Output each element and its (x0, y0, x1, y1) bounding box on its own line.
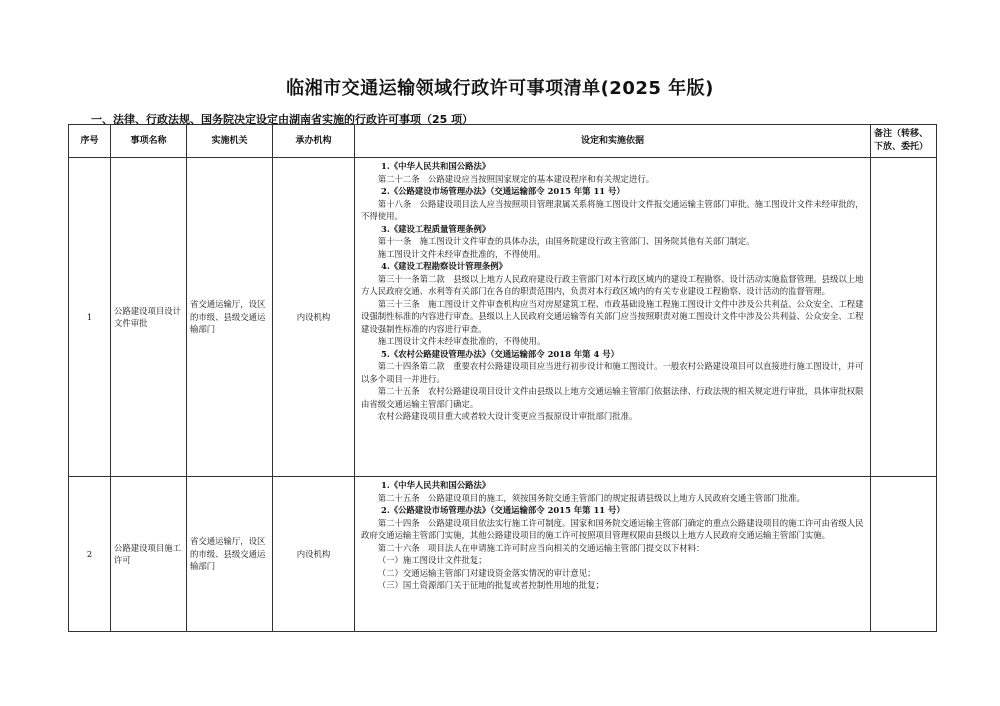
cell-name: 公路建设项目设计文件审批 (111, 158, 187, 477)
cell-remark (871, 158, 937, 477)
cell-agency: 内设机构 (273, 158, 355, 477)
cell-basis (355, 477, 871, 632)
basis-paragraph: （一）施工图设计文件批复； (377, 555, 487, 565)
header-authority: 实施机关 (187, 125, 273, 158)
basis-paragraph: （三）国土资源部门关于征地的批复或者控制性用地的批复； (377, 580, 604, 590)
header-agency: 承办机构 (273, 125, 355, 158)
basis-law-heading: 3.《建设工程质量管理条例》 (381, 223, 491, 234)
header-no: 序号 (69, 125, 111, 158)
document-title: 临湘市交通运输领域行政许可事项清单(2025 年版) (286, 78, 714, 99)
basis-paragraph: 第十一条 施工图设计文件审查的具体办法，由国务院建设行政主管部门、国务院其他有关部门制定。 (377, 236, 755, 246)
basis-paragraph: 第二十四条 公路建设项目依法实行施工许可制度。国家和国务院交通运输主管部门确定的重点公路建设项目的施工许可由省级人民政府交通运输主管部门实施，其他公路建设项目的施工许可按照项目管理权限由县级以上地方人民政府交通运输主管部门实施。 (361, 517, 864, 540)
cell-no: 1 (69, 158, 111, 477)
basis-law-heading: 2.《公路建设市场管理办法》（交通运输部令 2015 年第 11 号） (381, 505, 625, 515)
cell-agency: 内设机构 (273, 477, 355, 632)
basis-paragraph: 第二十四条第二款 重要农村公路建设项目应当进行初步设计和施工图设计。一般农村公路建设项目可以直接进行施工图设计，并可以多个项目一并进行。 (361, 361, 864, 384)
basis-paragraph: 农村公路建设项目重大或者较大设计变更应当报原设计审批部门批准。 (377, 411, 638, 421)
basis-law-heading: 5.《农村公路建设管理办法》（交通运输部令 2018 年第 4 号） (381, 348, 619, 359)
cell-remark (871, 477, 937, 632)
basis-paragraph: 第二十五条 农村公路建设项目设计文件由县级以上地方交通运输主管部门依据法律、行政法规的相关规定进行审批，具体审批权限由省级交通运输主管部门确定。 (361, 386, 864, 409)
basis-paragraph: 第二十六条 项目法人在申请施工许可时应当向相关的交通运输主管部门提交以下材料： (377, 542, 705, 553)
header-name: 事项名称 (111, 125, 187, 158)
header-remark-line1: 备注（转移、 (874, 129, 929, 139)
basis-paragraph: 第二十五条 公路建设项目的施工，须按国务院交通主管部门的规定报请县级以上地方人民政府交通主管部门批准。 (377, 492, 805, 503)
table-header-row (69, 125, 937, 158)
basis-law-heading: 2.《公路建设市场管理办法》（交通运输部令 2015 年第 11 号） (381, 186, 625, 196)
basis-paragraph: 施工图设计文件未经审查批准的，不得使用。 (377, 336, 546, 346)
table-row (69, 158, 937, 477)
header-remark (871, 125, 937, 158)
basis-paragraph: 第三十一条第二款 县级以上地方人民政府建设行政主管部门对本行政区域内的建设工程勘察、设计活动实施监督管理。县级以上地方人民政府交通、水利等有关部门在各自的职责范围内，负责对本行政区域内的有关专业建设工程勘察、设计活动的监督管理。 (361, 273, 864, 296)
basis-law-heading: 1.《中华人民共和国公路法》 (381, 480, 491, 490)
table-row (69, 477, 937, 632)
basis-paragraph: 第十八条 公路建设项目法人应当按照项目管理隶属关系将施工图设计文件报交通运输主管部门审批。施工图设计文件未经审批的，不得使用。 (361, 198, 864, 221)
cell-authority: 省交通运输厅，设区的市级、县级交通运输部门 (187, 158, 273, 477)
permit-table (68, 124, 937, 632)
header-basis: 设定和实施依据 (355, 125, 871, 158)
basis-paragraph: 第三十三条 施工图设计文件审查机构应当对房屋建筑工程、市政基础设施工程施工图设计文件中涉及公共利益、公众安全、工程建设强制性标准的内容进行审查。县级以上人民政府交通运输等有关部门应当按照职责对施工图设计文件中涉及公共利益、公众安全、工程建设强制性标准的内容进行审查。 (361, 298, 864, 334)
basis-paragraph: 施工图设计文件未经审查批准的，不得使用。 (377, 248, 546, 259)
basis-law-heading: 1.《中华人民共和国公路法》 (381, 161, 491, 171)
cell-name: 公路建设项目施工许可 (111, 477, 187, 632)
cell-basis (355, 158, 871, 477)
basis-paragraph: （二）交通运输主管部门对建设资金落实情况的审计意见； (377, 567, 596, 578)
cell-no: 2 (69, 477, 111, 632)
basis-law-heading: 4.《建设工程勘察设计管理条例》 (381, 261, 507, 271)
cell-authority: 省交通运输厅，设区的市级、县级交通运输部门 (187, 477, 273, 632)
basis-paragraph: 第二十二条 公路建设应当按照国家规定的基本建设程序和有关规定进行。 (377, 173, 655, 184)
header-remark-line2: 下放、委托） (874, 142, 929, 152)
section-heading: 一、法律、行政法规、国务院决定设定由湖南省实施的行政许可事项（25 项） (91, 113, 474, 126)
